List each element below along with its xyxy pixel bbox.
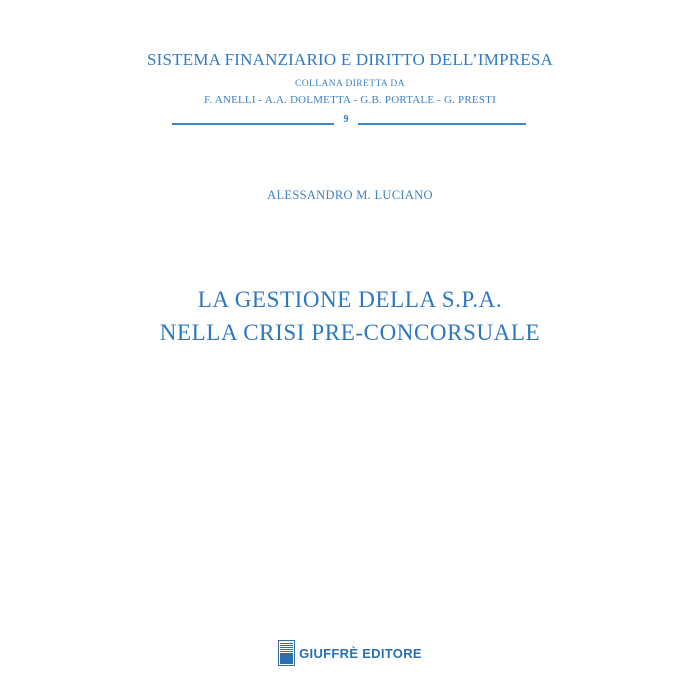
divider-left <box>172 123 334 125</box>
book-title-line-2: NELLA CRISI PRE-CONCORSUALE <box>159 320 541 345</box>
publisher-imprint <box>0 640 700 666</box>
series-editors: F. ANELLI - A.A. DOLMETTA - G.B. PORTALE - G. PRESTI <box>204 94 496 106</box>
series-title: SISTEMA FINANZIARIO E DIRITTO DELL’IMPRESA <box>146 50 553 69</box>
author-name: ALESSANDRO M. LUCIANO <box>267 188 433 202</box>
publisher-name: GIUFFRÈ EDITORE <box>299 645 422 661</box>
book-title-line-1: LA GESTIONE DELLA S.P.A. <box>197 287 503 312</box>
volume-number: 9 <box>343 114 349 125</box>
collana-label: COLLANA DIRETTA DA <box>295 79 405 89</box>
divider-right <box>358 123 526 125</box>
publisher-logo-icon <box>278 640 295 666</box>
